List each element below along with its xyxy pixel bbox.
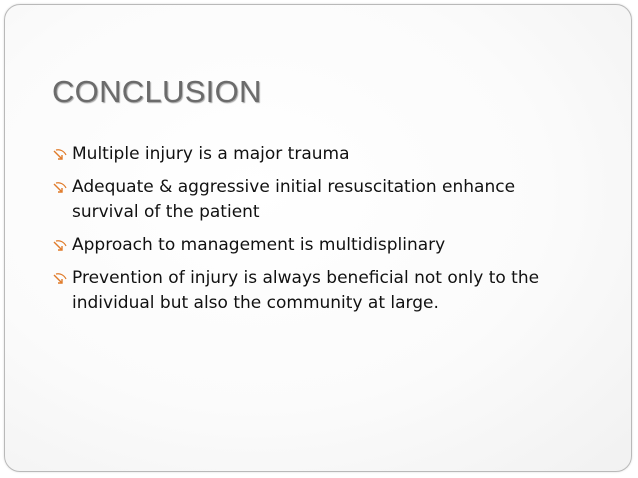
bullet-list (52, 142, 572, 324)
bullet-text: Prevention of injury is always beneficial not only to the individual but also the community at large. (72, 268, 540, 313)
slide-title: CONCLUSION (52, 74, 262, 109)
bullet-item (52, 175, 572, 225)
bullet-text: Adequate & aggressive initial resuscitation enhance survival of the patient (72, 177, 516, 222)
bullet-text: Approach to management is multidisplinary (72, 235, 446, 255)
arrow-bullet-icon (52, 181, 68, 195)
arrow-bullet-icon (52, 148, 68, 162)
bullet-item (52, 142, 572, 167)
arrow-bullet-icon (52, 239, 68, 253)
bullet-item (52, 233, 572, 258)
bullet-item (52, 266, 572, 316)
bullet-text: Multiple injury is a major trauma (72, 144, 350, 164)
arrow-bullet-icon (52, 272, 68, 286)
